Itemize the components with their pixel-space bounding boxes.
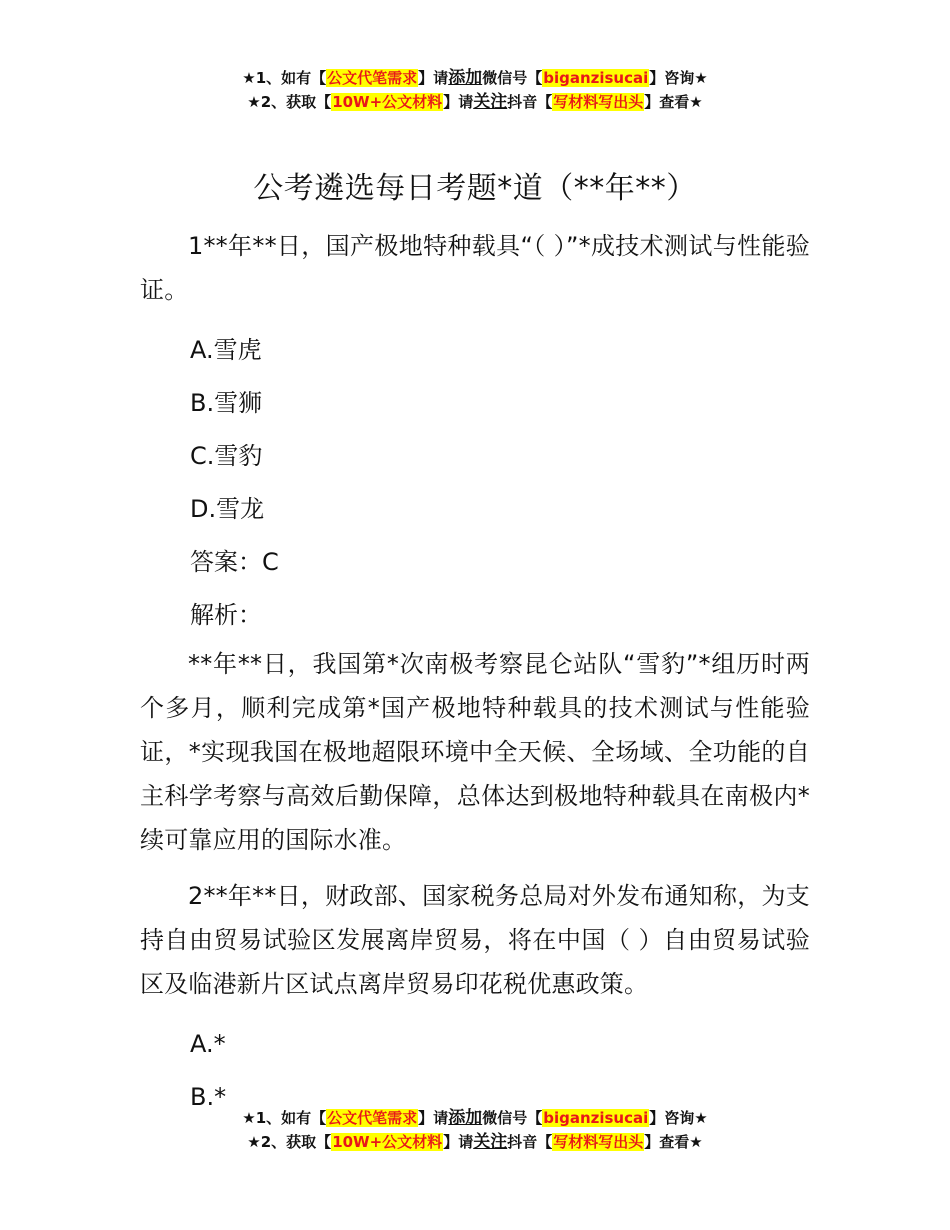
footer-line-1-text: 】请 [418,1109,449,1127]
header-line-2 [0,90,950,114]
footer-line-1-text-2: 微信号【 [482,1109,543,1127]
footer-highlight-materials: 10W+公文材料 [332,1133,443,1151]
header-banner [0,66,950,114]
header-line-1-suffix: 】咨询★ [649,69,708,87]
footer-line-1-suffix: 】咨询★ [649,1109,708,1127]
question-1-option-a: A.雪虎 [190,336,262,364]
document-body [140,224,810,1124]
footer-line-2-suffix: 】查看★ [644,1133,703,1151]
question-2-stem: 2**年**日，财政部、国家税务总局对外发布通知称，为支持自由贸易试验区发展离岸贸易，将在中国（ ）自由贸易试验区及临港新片区试点离岸贸易印花税优惠政策。 [140,882,810,998]
header-line-1-text-2: 微信号【 [482,69,543,87]
footer-line-1-prefix: ★1、如有【 [242,1109,327,1127]
footer-highlight-wechat-id: biganzisucai [543,1109,649,1127]
header-line-2-text-2: 抖音【 [507,93,553,111]
footer-highlight-service: 公文代笔需求 [327,1109,418,1127]
question-1-option-d: D.雪龙 [190,495,265,523]
header-underline-follow: 关注 [473,92,508,112]
question-1-option-b: B.雪狮 [190,389,263,417]
header-highlight-douyin-id: 写材料写出头 [553,93,644,111]
footer-banner [0,1106,950,1154]
question-1-analysis-label: 解析： [190,601,262,629]
header-line-2-text: 】请 [443,93,474,111]
question-1-answer: 答案：C [190,548,279,576]
header-line-2-prefix: ★2、获取【 [247,93,332,111]
question-2-option-a: A.* [190,1030,226,1058]
footer-line-2-text: 】请 [443,1133,474,1151]
header-underline-add: 添加 [448,68,483,88]
header-line-1-text: 】请 [418,69,449,87]
header-highlight-wechat-id: biganzisucai [543,69,649,87]
question-1-option-c: C.雪豹 [190,442,263,470]
footer-line-2 [0,1130,950,1154]
footer-line-2-text-2: 抖音【 [507,1133,553,1151]
footer-highlight-douyin-id: 写材料写出头 [553,1133,644,1151]
header-line-1 [0,66,950,90]
document-title: 公考遴选每日考题*道（**年**） [253,171,697,206]
footer-underline-follow: 关注 [473,1132,508,1152]
question-1-analysis: **年**日，我国第*次南极考察昆仑站队“雪豹”*组历时两个多月，顺利完成第*国产极地特种载具的技术测试与性能验证，*实现我国在极地超限环境中全天候、全场域、全功能的自主科学考察与高效后勤保障，总体达到极地特种载具在南极内*续可靠应用的国际水准。 [140,650,810,854]
header-highlight-service: 公文代笔需求 [327,69,418,87]
header-line-2-suffix: 】查看★ [644,93,703,111]
footer-line-2-prefix: ★2、获取【 [247,1133,332,1151]
footer-underline-add: 添加 [448,1108,483,1128]
question-1-stem: 1**年**日，国产极地特种载具“（ ）”*成技术测试与性能验证。 [140,232,810,304]
footer-line-1 [0,1106,950,1130]
header-line-1-prefix: ★1、如有【 [242,69,327,87]
question-2-option-b: B.* [190,1083,227,1111]
header-highlight-materials: 10W+公文材料 [332,93,443,111]
